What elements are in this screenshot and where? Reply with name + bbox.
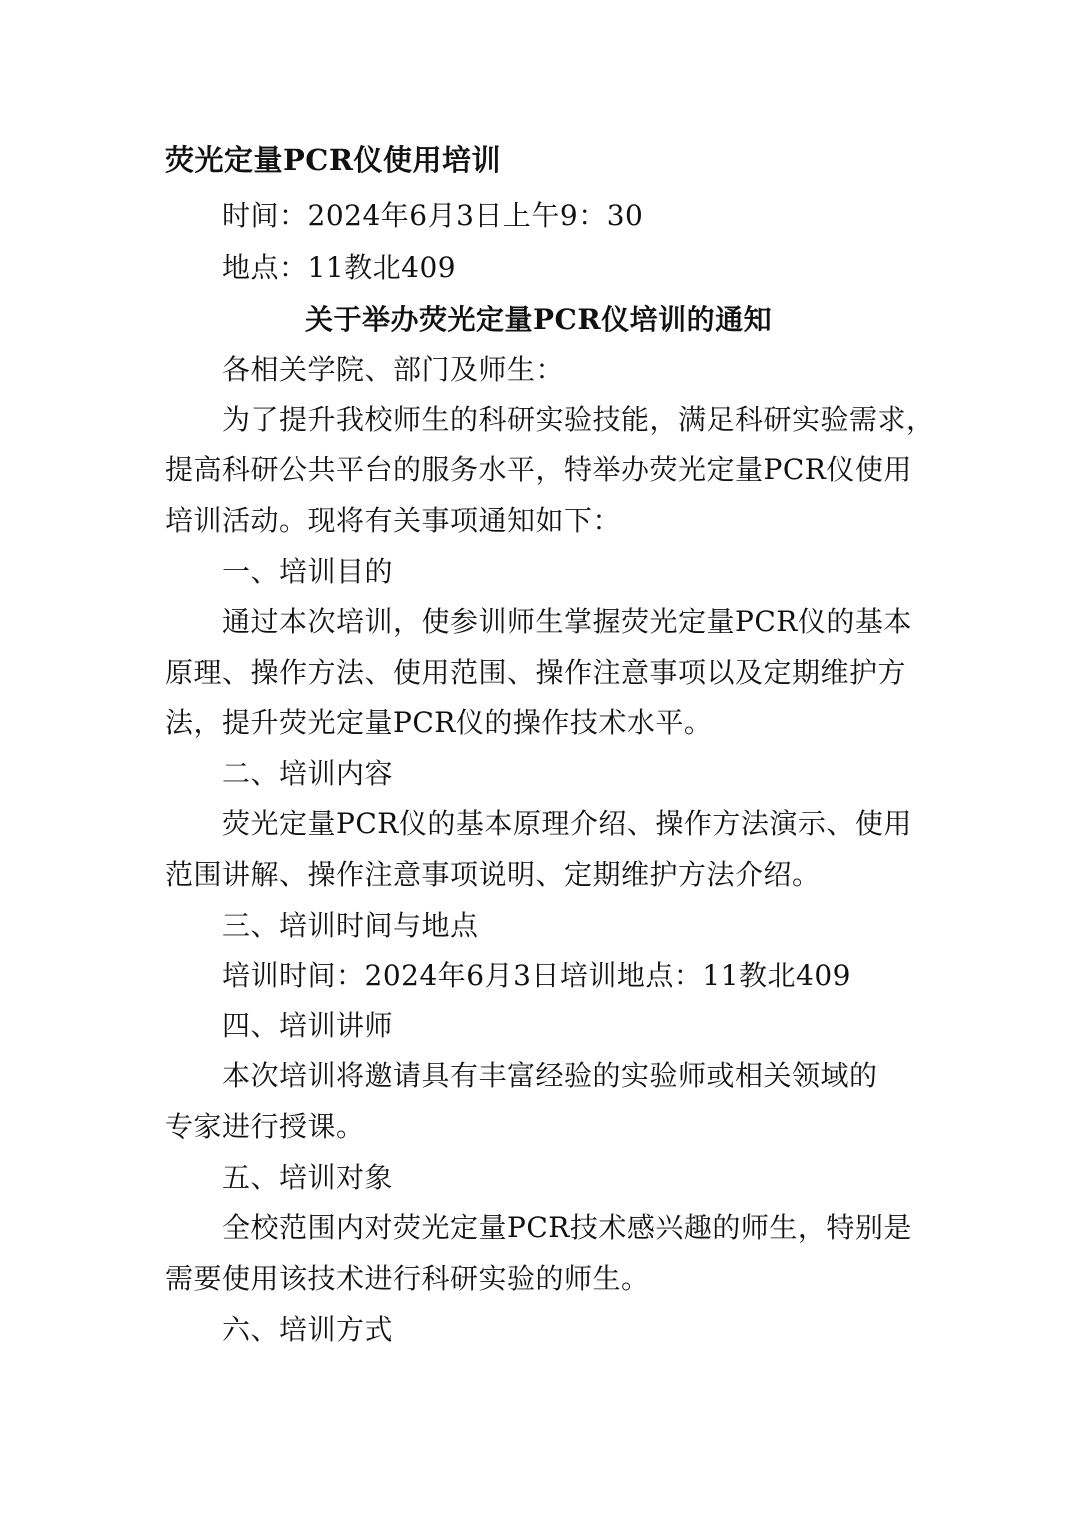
intro-line: 提高科研公共平台的服务水平，特举办荧光定量PCR仪使用 (165, 453, 912, 486)
document-heading: 荧光定量PCR仪使用培训 (165, 143, 501, 177)
notice-title: 关于举办荧光定量PCR仪培训的通知 (305, 303, 773, 336)
section-body-line: 全校范围内对荧光定量PCR技术感兴趣的师生，特别是 (222, 1211, 912, 1244)
section-title: 五、培训对象 (222, 1161, 394, 1194)
intro-line: 培训活动。现将有关事项通知如下： (165, 504, 622, 537)
salutation: 各相关学院、部门及师生： (222, 353, 565, 386)
time-line: 时间：2024年6月3日上午9：30 (222, 199, 644, 232)
location-line: 地点：11教北409 (222, 251, 457, 284)
section-body-line: 范围讲解、操作注意事项说明、定期维护方法介绍。 (165, 858, 821, 891)
section-body-line: 专家进行授课。 (165, 1110, 365, 1143)
section-body-line: 荧光定量PCR仪的基本原理介绍、操作方法演示、使用 (222, 807, 912, 840)
section-body-line: 通过本次培训，使参训师生掌握荧光定量PCR仪的基本 (222, 605, 912, 638)
section-body-line: 原理、操作方法、使用范围、操作注意事项以及定期维护方 (165, 656, 907, 689)
section-body-line: 法，提升荧光定量PCR仪的操作技术水平。 (165, 706, 713, 739)
section-title: 二、培训内容 (222, 757, 394, 790)
section-title: 六、培训方式 (222, 1313, 394, 1346)
intro-line: 为了提升我校师生的科研实验技能，满足科研实验需求， (222, 403, 935, 436)
section-body-line: 培训时间：2024年6月3日培训地点：11教北409 (222, 959, 851, 992)
section-title: 四、培训讲师 (222, 1009, 394, 1042)
section-body-line: 本次培训将邀请具有丰富经验的实验师或相关领域的 (222, 1059, 878, 1092)
section-body-line: 需要使用该技术进行科研实验的师生。 (165, 1262, 650, 1295)
section-title: 一、培训目的 (222, 555, 394, 588)
section-title: 三、培训时间与地点 (222, 909, 479, 942)
